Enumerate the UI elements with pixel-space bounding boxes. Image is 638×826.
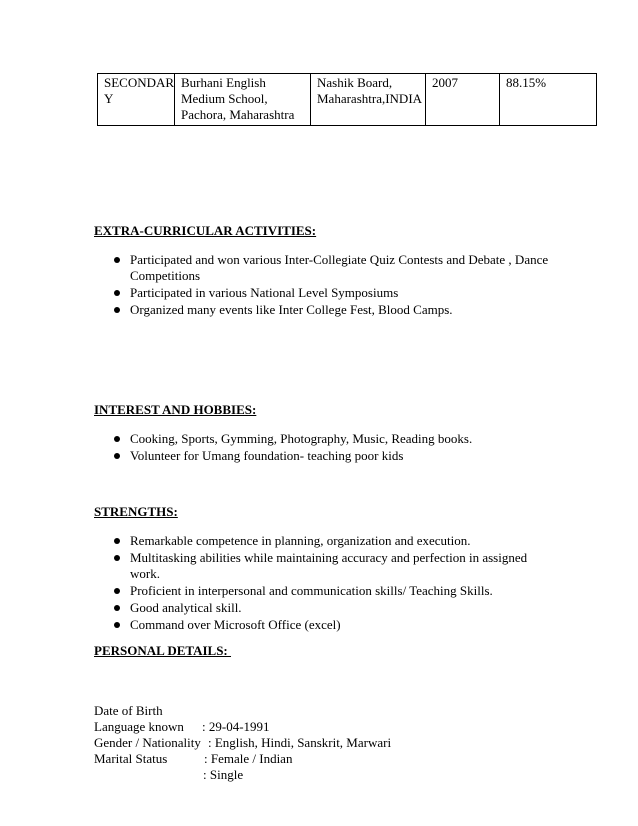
- edu-school-cell: Burhani English Medium School, Pachora, Maharashtra: [175, 74, 311, 126]
- list-item: Good analytical skill.: [94, 600, 544, 616]
- extracurricular-list: [94, 252, 554, 319]
- interests-heading: INTEREST AND HOBBIES:: [94, 402, 257, 417]
- gender-label: Gender / Nationality: [94, 735, 201, 750]
- education-table: [97, 73, 597, 126]
- interests-list: [94, 431, 554, 465]
- edu-score-cell: 88.15%: [500, 74, 597, 126]
- dob-label: Date of Birth: [94, 703, 163, 718]
- marital-label: Marital Status: [94, 751, 168, 766]
- edu-board-cell: Nashik Board, Maharashtra,INDIA: [311, 74, 426, 126]
- language-label: Language known: [94, 719, 184, 734]
- edu-year-cell: 2007: [426, 74, 500, 126]
- personal-details: [94, 687, 392, 782]
- edu-level-cell: SECONDAR Y: [98, 74, 175, 126]
- list-item: Participated and won various Inter-Collegiate Quiz Contests and Debate , Dance Competitions: [94, 252, 554, 284]
- strengths-heading: STRENGTHS:: [94, 504, 178, 519]
- strengths-list: [94, 533, 544, 634]
- list-item: Cooking, Sports, Gymming, Photography, Music, Reading books.: [94, 431, 554, 447]
- list-item: Remarkable competence in planning, organization and execution.: [94, 533, 544, 549]
- table-row: [98, 74, 597, 126]
- list-item: Organized many events like Inter College Fest, Blood Camps.: [94, 302, 554, 318]
- list-item: Participated in various National Level Symposiums: [94, 285, 554, 301]
- list-item: Multitasking abilities while maintaining accuracy and perfection in assigned work.: [94, 550, 544, 582]
- marital-value: : Single: [203, 767, 244, 782]
- dob-value: : 29-04-1991: [202, 719, 270, 734]
- list-item: Command over Microsoft Office (excel): [94, 617, 544, 633]
- extracurricular-heading: EXTRA-CURRICULAR ACTIVITIES:: [94, 223, 317, 238]
- personal-heading: PERSONAL DETAILS:: [94, 643, 232, 658]
- language-value: : English, Hindi, Sanskrit, Marwari: [208, 735, 392, 750]
- list-item: Proficient in interpersonal and communication skills/ Teaching Skills.: [94, 583, 544, 599]
- gender-value: : Female / Indian: [204, 751, 293, 766]
- list-item: Volunteer for Umang foundation- teaching poor kids: [94, 448, 554, 464]
